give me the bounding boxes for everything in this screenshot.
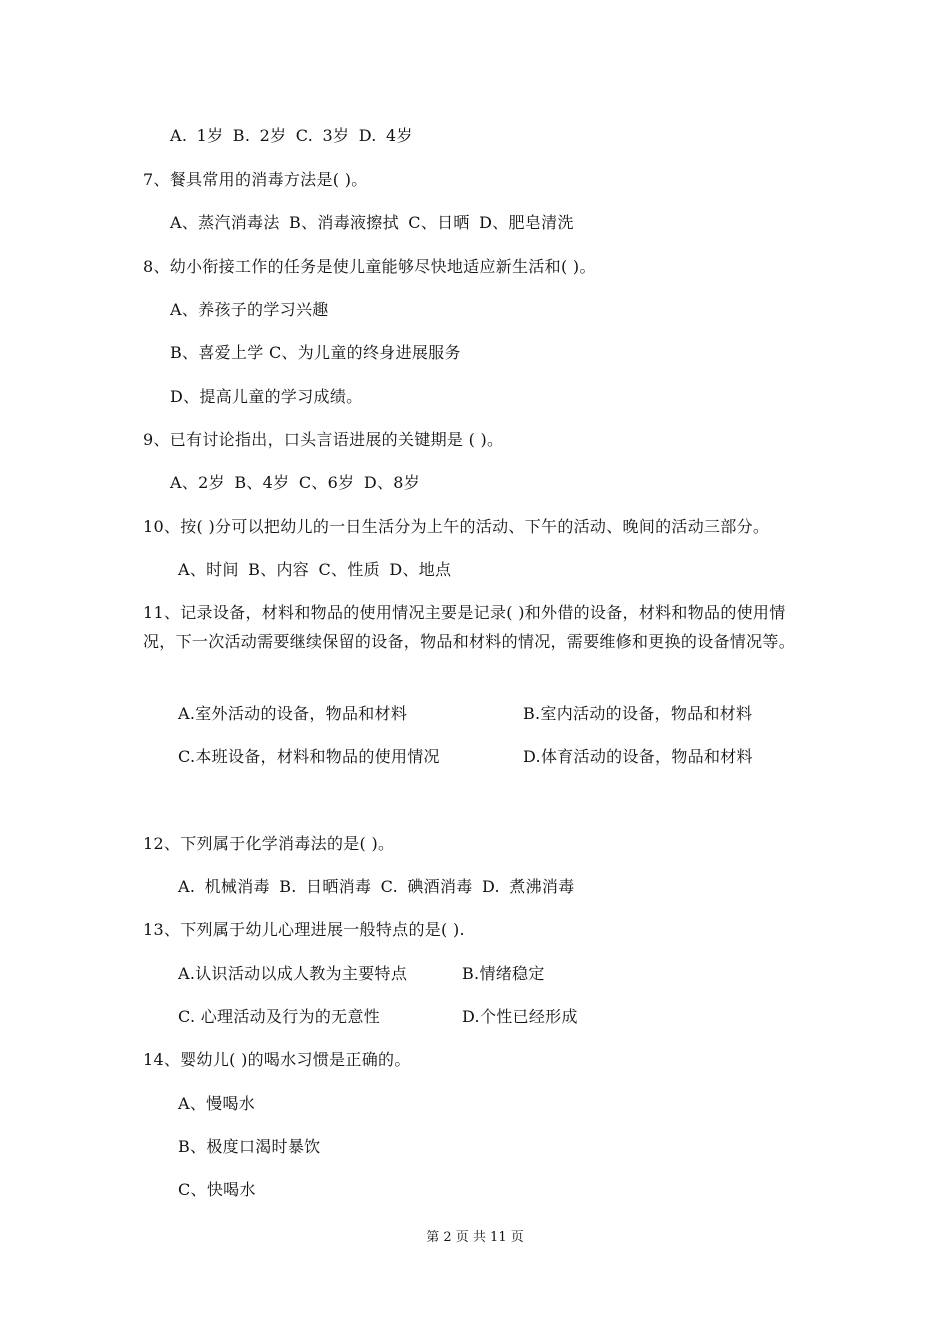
question-11: 11、记录设备，材料和物品的使用情况主要是记录( )和外借的设备，材料和物品的使用情况，下一次活动需要继续保留的设备，物品和材料的情况，需要维修和更换的设备情况等。 <box>143 603 796 651</box>
q14-option-b: B、极度口渴时暴饮 <box>178 1137 321 1156</box>
question-9: 9、已有讨论指出，口头言语进展的关键期是 ( )。 <box>143 430 504 449</box>
q14-option-a: A、慢喝水 <box>178 1094 256 1113</box>
question-12: 12、下列属于化学消毒法的是( )。 <box>143 834 395 853</box>
q13-option-d: D.个性已经形成 <box>462 1007 578 1026</box>
q8-option-a: A、养孩子的学习兴趣 <box>170 300 329 319</box>
q12-options: A. 机械消毒 B. 日晒消毒 C. 碘酒消毒 D. 煮沸消毒 <box>178 877 575 896</box>
q11-option-d: D.体育活动的设备，物品和材料 <box>523 747 753 766</box>
question-10: 10、按( )分可以把幼儿的一日生活分为上午的活动、下午的活动、晚间的活动三部分。 <box>143 517 770 536</box>
q8-option-d: D、提高儿童的学习成绩。 <box>170 387 363 406</box>
question-14: 14、婴幼儿( )的喝水习惯是正确的。 <box>143 1050 411 1069</box>
q14-option-c: C、快喝水 <box>178 1180 256 1199</box>
q11-option-c: C.本班设备，材料和物品的使用情况 <box>178 747 440 766</box>
question-13: 13、下列属于幼儿心理进展一般特点的是( ). <box>143 920 465 939</box>
question-7: 7、餐具常用的消毒方法是( )。 <box>143 170 368 189</box>
q6-options: A. 1岁 B. 2岁 C. 3岁 D. 4岁 <box>170 126 413 145</box>
q13-option-a: A.认识活动以成人教为主要特点 <box>178 964 408 983</box>
q7-options: A、蒸汽消毒法 B、消毒液擦拭 C、日晒 D、肥皂清洗 <box>170 213 574 232</box>
q9-options: A、2岁 B、4岁 C、6岁 D、8岁 <box>170 473 421 492</box>
q11-option-b: B.室内活动的设备，物品和材料 <box>523 704 753 723</box>
question-8: 8、幼小衔接工作的任务是使儿童能够尽快地适应新生活和( )。 <box>143 257 596 276</box>
q13-option-c: C. 心理活动及行为的无意性 <box>178 1007 381 1026</box>
q10-options: A、时间 B、内容 C、性质 D、地点 <box>178 560 452 579</box>
q8-option-bc: B、喜爱上学 C、为儿童的终身进展服务 <box>170 343 461 362</box>
q11-option-a: A.室外活动的设备，物品和材料 <box>178 704 408 723</box>
q13-option-b: B.情绪稳定 <box>462 964 545 983</box>
page-footer: 第 2 页 共 11 页 <box>426 1230 524 1245</box>
